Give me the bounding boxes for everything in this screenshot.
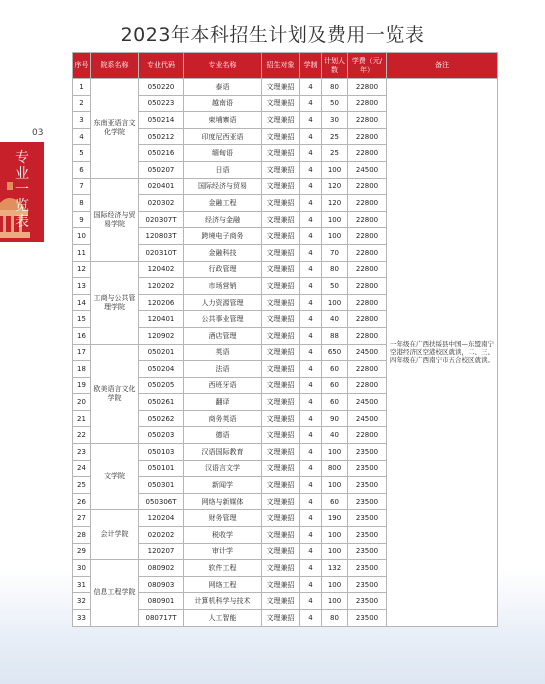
cell-plan: 132 [322, 560, 348, 577]
cell-plan: 100 [322, 477, 348, 494]
cell-code: 050205 [139, 377, 184, 394]
cell-target: 文理兼招 [262, 477, 300, 494]
header-target: 招生对象 [262, 53, 300, 79]
cell-years: 4 [300, 128, 322, 145]
cell-no: 11 [73, 244, 91, 261]
cell-no: 13 [73, 278, 91, 295]
cell-code: 120902 [139, 327, 184, 344]
cell-fee: 22800 [348, 361, 387, 378]
cell-fee: 23500 [348, 543, 387, 560]
cell-plan: 80 [322, 261, 348, 278]
cell-code: 050201 [139, 344, 184, 361]
cell-code: 050216 [139, 145, 184, 162]
cell-fee: 23500 [348, 493, 387, 510]
cell-plan: 800 [322, 460, 348, 477]
cell-major: 印度尼西亚语 [184, 128, 262, 145]
cell-no: 32 [73, 593, 91, 610]
cell-fee: 22800 [348, 128, 387, 145]
cell-plan: 60 [322, 377, 348, 394]
cell-plan: 60 [322, 361, 348, 378]
cell-fee: 24500 [348, 410, 387, 427]
cell-code: 050301 [139, 477, 184, 494]
cell-fee: 23500 [348, 527, 387, 544]
cell-no: 12 [73, 261, 91, 278]
cell-plan: 50 [322, 278, 348, 295]
cell-code: 050223 [139, 95, 184, 112]
cell-years: 4 [300, 228, 322, 245]
cell-plan: 100 [322, 543, 348, 560]
header-code: 专业代码 [139, 53, 184, 79]
cell-target: 文理兼招 [262, 460, 300, 477]
cell-fee: 23500 [348, 610, 387, 627]
cell-years: 4 [300, 161, 322, 178]
cell-years: 4 [300, 327, 322, 344]
cell-target: 文理兼招 [262, 377, 300, 394]
cell-years: 4 [300, 311, 322, 328]
side-label-char: 览 [15, 198, 29, 214]
cell-code: 050204 [139, 361, 184, 378]
cell-plan: 100 [322, 593, 348, 610]
cell-major: 税收学 [184, 527, 262, 544]
cell-target: 文理兼招 [262, 161, 300, 178]
cell-no: 29 [73, 543, 91, 560]
cell-no: 21 [73, 410, 91, 427]
cell-fee: 22800 [348, 178, 387, 195]
cell-no: 33 [73, 610, 91, 627]
cell-no: 5 [73, 145, 91, 162]
cell-plan: 80 [322, 79, 348, 96]
cell-code: 020302 [139, 195, 184, 212]
cell-plan: 100 [322, 211, 348, 228]
page-number: 03 [32, 128, 44, 138]
cell-fee: 22800 [348, 244, 387, 261]
cell-no: 26 [73, 493, 91, 510]
cell-years: 4 [300, 244, 322, 261]
cell-no: 2 [73, 95, 91, 112]
cell-years: 4 [300, 460, 322, 477]
cell-no: 6 [73, 161, 91, 178]
cell-years: 4 [300, 294, 322, 311]
cell-years: 4 [300, 593, 322, 610]
cell-major: 财务管理 [184, 510, 262, 527]
cell-code: 120207 [139, 543, 184, 560]
cell-major: 网络工程 [184, 576, 262, 593]
cell-plan: 120 [322, 195, 348, 212]
cell-plan: 30 [322, 112, 348, 129]
cell-code: 120401 [139, 311, 184, 328]
cell-no: 4 [73, 128, 91, 145]
cell-years: 4 [300, 560, 322, 577]
cell-years: 4 [300, 444, 322, 461]
cell-code: 050203 [139, 427, 184, 444]
cell-plan: 25 [322, 145, 348, 162]
side-label-char: 业 [15, 166, 29, 182]
cell-code: 050220 [139, 79, 184, 96]
cell-no: 7 [73, 178, 91, 195]
cell-plan: 50 [322, 95, 348, 112]
cell-college: 欧美语言文化学院 [91, 344, 139, 444]
side-label-char: 一 [15, 182, 29, 198]
cell-target: 文理兼招 [262, 493, 300, 510]
cell-college: 东南亚语言文化学院 [91, 79, 139, 179]
cell-target: 文理兼招 [262, 576, 300, 593]
cell-target: 文理兼招 [262, 311, 300, 328]
cell-years: 4 [300, 145, 322, 162]
cell-major: 汉语国际教育 [184, 444, 262, 461]
cell-no: 27 [73, 510, 91, 527]
cell-code: 120204 [139, 510, 184, 527]
cell-no: 24 [73, 460, 91, 477]
cell-target: 文理兼招 [262, 228, 300, 245]
cell-target: 文理兼招 [262, 261, 300, 278]
cell-target: 文理兼招 [262, 543, 300, 560]
cell-code: 120402 [139, 261, 184, 278]
cell-no: 18 [73, 361, 91, 378]
cell-target: 文理兼招 [262, 427, 300, 444]
cell-no: 31 [73, 576, 91, 593]
cell-years: 4 [300, 79, 322, 96]
cell-major: 跨境电子商务 [184, 228, 262, 245]
cell-target: 文理兼招 [262, 145, 300, 162]
cell-major: 市场营销 [184, 278, 262, 295]
cell-fee: 22800 [348, 377, 387, 394]
cell-no: 17 [73, 344, 91, 361]
cell-fee: 23500 [348, 593, 387, 610]
cell-code: 050261 [139, 394, 184, 411]
cell-major: 金融科技 [184, 244, 262, 261]
cell-major: 西班牙语 [184, 377, 262, 394]
cell-no: 3 [73, 112, 91, 129]
cell-fee: 24500 [348, 344, 387, 361]
cell-fee: 22800 [348, 95, 387, 112]
cell-years: 4 [300, 178, 322, 195]
cell-college: 会计学院 [91, 510, 139, 560]
cell-major: 法语 [184, 361, 262, 378]
cell-years: 4 [300, 477, 322, 494]
cell-code: 050306T [139, 493, 184, 510]
cell-years: 4 [300, 344, 322, 361]
cell-plan: 100 [322, 527, 348, 544]
cell-code: 020310T [139, 244, 184, 261]
cell-target: 文理兼招 [262, 278, 300, 295]
header-plan: 计划人数 [322, 53, 348, 79]
cell-fee: 24500 [348, 394, 387, 411]
cell-major: 人工智能 [184, 610, 262, 627]
cell-target: 文理兼招 [262, 560, 300, 577]
cell-years: 4 [300, 527, 322, 544]
cell-plan: 100 [322, 576, 348, 593]
cell-years: 4 [300, 394, 322, 411]
header-fee: 学费（元/年） [348, 53, 387, 79]
cell-major: 日语 [184, 161, 262, 178]
cell-major: 越南语 [184, 95, 262, 112]
cell-fee: 22800 [348, 294, 387, 311]
cell-fee: 23500 [348, 576, 387, 593]
cell-major: 商务英语 [184, 410, 262, 427]
cell-fee: 22800 [348, 195, 387, 212]
cell-no: 14 [73, 294, 91, 311]
cell-major: 网络与新媒体 [184, 493, 262, 510]
cell-major: 翻译 [184, 394, 262, 411]
cell-target: 文理兼招 [262, 610, 300, 627]
cell-code: 080903 [139, 576, 184, 593]
cell-code: 050207 [139, 161, 184, 178]
cell-plan: 190 [322, 510, 348, 527]
cell-code: 050214 [139, 112, 184, 129]
cell-college: 信息工程学院 [91, 560, 139, 626]
cell-years: 4 [300, 410, 322, 427]
cell-target: 文理兼招 [262, 244, 300, 261]
cell-target: 文理兼招 [262, 361, 300, 378]
cell-fee: 23500 [348, 477, 387, 494]
cell-fee: 22800 [348, 311, 387, 328]
cell-plan: 60 [322, 493, 348, 510]
table-row [73, 79, 498, 96]
cell-plan: 40 [322, 427, 348, 444]
cell-target: 文理兼招 [262, 211, 300, 228]
cell-plan: 650 [322, 344, 348, 361]
cell-no: 25 [73, 477, 91, 494]
cell-major: 新闻学 [184, 477, 262, 494]
cell-major: 软件工程 [184, 560, 262, 577]
cell-fee: 23500 [348, 510, 387, 527]
side-label-char: 表 [15, 214, 29, 230]
cell-fee: 23500 [348, 460, 387, 477]
cell-major: 德语 [184, 427, 262, 444]
cell-plan: 100 [322, 444, 348, 461]
cell-years: 4 [300, 576, 322, 593]
enrollment-plan-table [72, 52, 498, 627]
cell-years: 4 [300, 493, 322, 510]
cell-major: 缅甸语 [184, 145, 262, 162]
cell-fee: 22800 [348, 112, 387, 129]
header-years: 学制 [300, 53, 322, 79]
cell-major: 汉语言文学 [184, 460, 262, 477]
cell-no: 28 [73, 527, 91, 544]
cell-fee: 22800 [348, 145, 387, 162]
cell-years: 4 [300, 261, 322, 278]
cell-years: 4 [300, 377, 322, 394]
cell-years: 4 [300, 112, 322, 129]
cell-major: 计算机科学与技术 [184, 593, 262, 610]
cell-plan: 100 [322, 228, 348, 245]
cell-years: 4 [300, 361, 322, 378]
cell-note: 一年级在广西扶绥县中国—东盟南宁空港经济区空港校区就读，二、三、四年级在广西南宁市五合校区就读。 [387, 79, 498, 627]
cell-no: 9 [73, 211, 91, 228]
cell-college: 国际经济与贸易学院 [91, 178, 139, 261]
cell-fee: 22800 [348, 278, 387, 295]
cell-major: 公共事业管理 [184, 311, 262, 328]
cell-code: 050101 [139, 460, 184, 477]
cell-years: 4 [300, 510, 322, 527]
cell-major: 英语 [184, 344, 262, 361]
cell-years: 4 [300, 95, 322, 112]
cell-fee: 22800 [348, 427, 387, 444]
cell-target: 文理兼招 [262, 294, 300, 311]
cell-target: 文理兼招 [262, 394, 300, 411]
cell-plan: 40 [322, 311, 348, 328]
cell-years: 4 [300, 278, 322, 295]
cell-major: 金融工程 [184, 195, 262, 212]
cell-code: 050262 [139, 410, 184, 427]
cell-target: 文理兼招 [262, 344, 300, 361]
cell-code: 120206 [139, 294, 184, 311]
cell-fee: 22800 [348, 327, 387, 344]
header-note: 备注 [387, 53, 498, 79]
cell-plan: 25 [322, 128, 348, 145]
cell-code: 080901 [139, 593, 184, 610]
cell-plan: 88 [322, 327, 348, 344]
cell-fee: 23500 [348, 560, 387, 577]
cell-code: 120202 [139, 278, 184, 295]
cell-no: 19 [73, 377, 91, 394]
cell-plan: 120 [322, 178, 348, 195]
page-title: 2023年本科招生计划及费用一览表 [120, 24, 425, 46]
cell-code: 080902 [139, 560, 184, 577]
cell-no: 15 [73, 311, 91, 328]
cell-plan: 100 [322, 294, 348, 311]
cell-college: 工商与公共管理学院 [91, 261, 139, 344]
cell-code: 050103 [139, 444, 184, 461]
cell-no: 10 [73, 228, 91, 245]
cell-code: 020401 [139, 178, 184, 195]
header-major: 专业名称 [184, 53, 262, 79]
cell-major: 国际经济与贸易 [184, 178, 262, 195]
cell-code: 020202 [139, 527, 184, 544]
cell-plan: 90 [322, 410, 348, 427]
cell-plan: 100 [322, 161, 348, 178]
cell-major: 酒店管理 [184, 327, 262, 344]
cell-target: 文理兼招 [262, 128, 300, 145]
cell-major: 经济与金融 [184, 211, 262, 228]
cell-years: 4 [300, 195, 322, 212]
cell-major: 柬埔寨语 [184, 112, 262, 129]
cell-fee: 22800 [348, 261, 387, 278]
cell-target: 文理兼招 [262, 112, 300, 129]
cell-no: 8 [73, 195, 91, 212]
cell-target: 文理兼招 [262, 195, 300, 212]
cell-fee: 22800 [348, 79, 387, 96]
cell-target: 文理兼招 [262, 79, 300, 96]
cell-no: 20 [73, 394, 91, 411]
cell-years: 4 [300, 427, 322, 444]
cell-major: 行政管理 [184, 261, 262, 278]
cell-target: 文理兼招 [262, 527, 300, 544]
cell-major: 泰语 [184, 79, 262, 96]
cell-code: 080717T [139, 610, 184, 627]
side-label-char: 专 [15, 150, 29, 166]
side-label [0, 150, 44, 230]
cell-major: 审计学 [184, 543, 262, 560]
cell-target: 文理兼招 [262, 178, 300, 195]
cell-target: 文理兼招 [262, 410, 300, 427]
cell-plan: 60 [322, 394, 348, 411]
cell-target: 文理兼招 [262, 593, 300, 610]
table-header-row [73, 53, 498, 79]
cell-fee: 22800 [348, 211, 387, 228]
cell-fee: 22800 [348, 228, 387, 245]
cell-no: 22 [73, 427, 91, 444]
cell-major: 人力资源管理 [184, 294, 262, 311]
cell-target: 文理兼招 [262, 444, 300, 461]
cell-years: 4 [300, 211, 322, 228]
cell-plan: 80 [322, 610, 348, 627]
cell-years: 4 [300, 543, 322, 560]
cell-college: 文学院 [91, 444, 139, 510]
cell-fee: 24500 [348, 161, 387, 178]
cell-no: 1 [73, 79, 91, 96]
cell-code: 120803T [139, 228, 184, 245]
cell-target: 文理兼招 [262, 95, 300, 112]
cell-code: 020307T [139, 211, 184, 228]
cell-fee: 23500 [348, 444, 387, 461]
cell-target: 文理兼招 [262, 327, 300, 344]
cell-code: 050212 [139, 128, 184, 145]
cell-plan: 70 [322, 244, 348, 261]
header-no: 序号 [73, 53, 91, 79]
cell-no: 16 [73, 327, 91, 344]
cell-target: 文理兼招 [262, 510, 300, 527]
header-college: 院系名称 [91, 53, 139, 79]
cell-years: 4 [300, 610, 322, 627]
cell-no: 30 [73, 560, 91, 577]
cell-no: 23 [73, 444, 91, 461]
